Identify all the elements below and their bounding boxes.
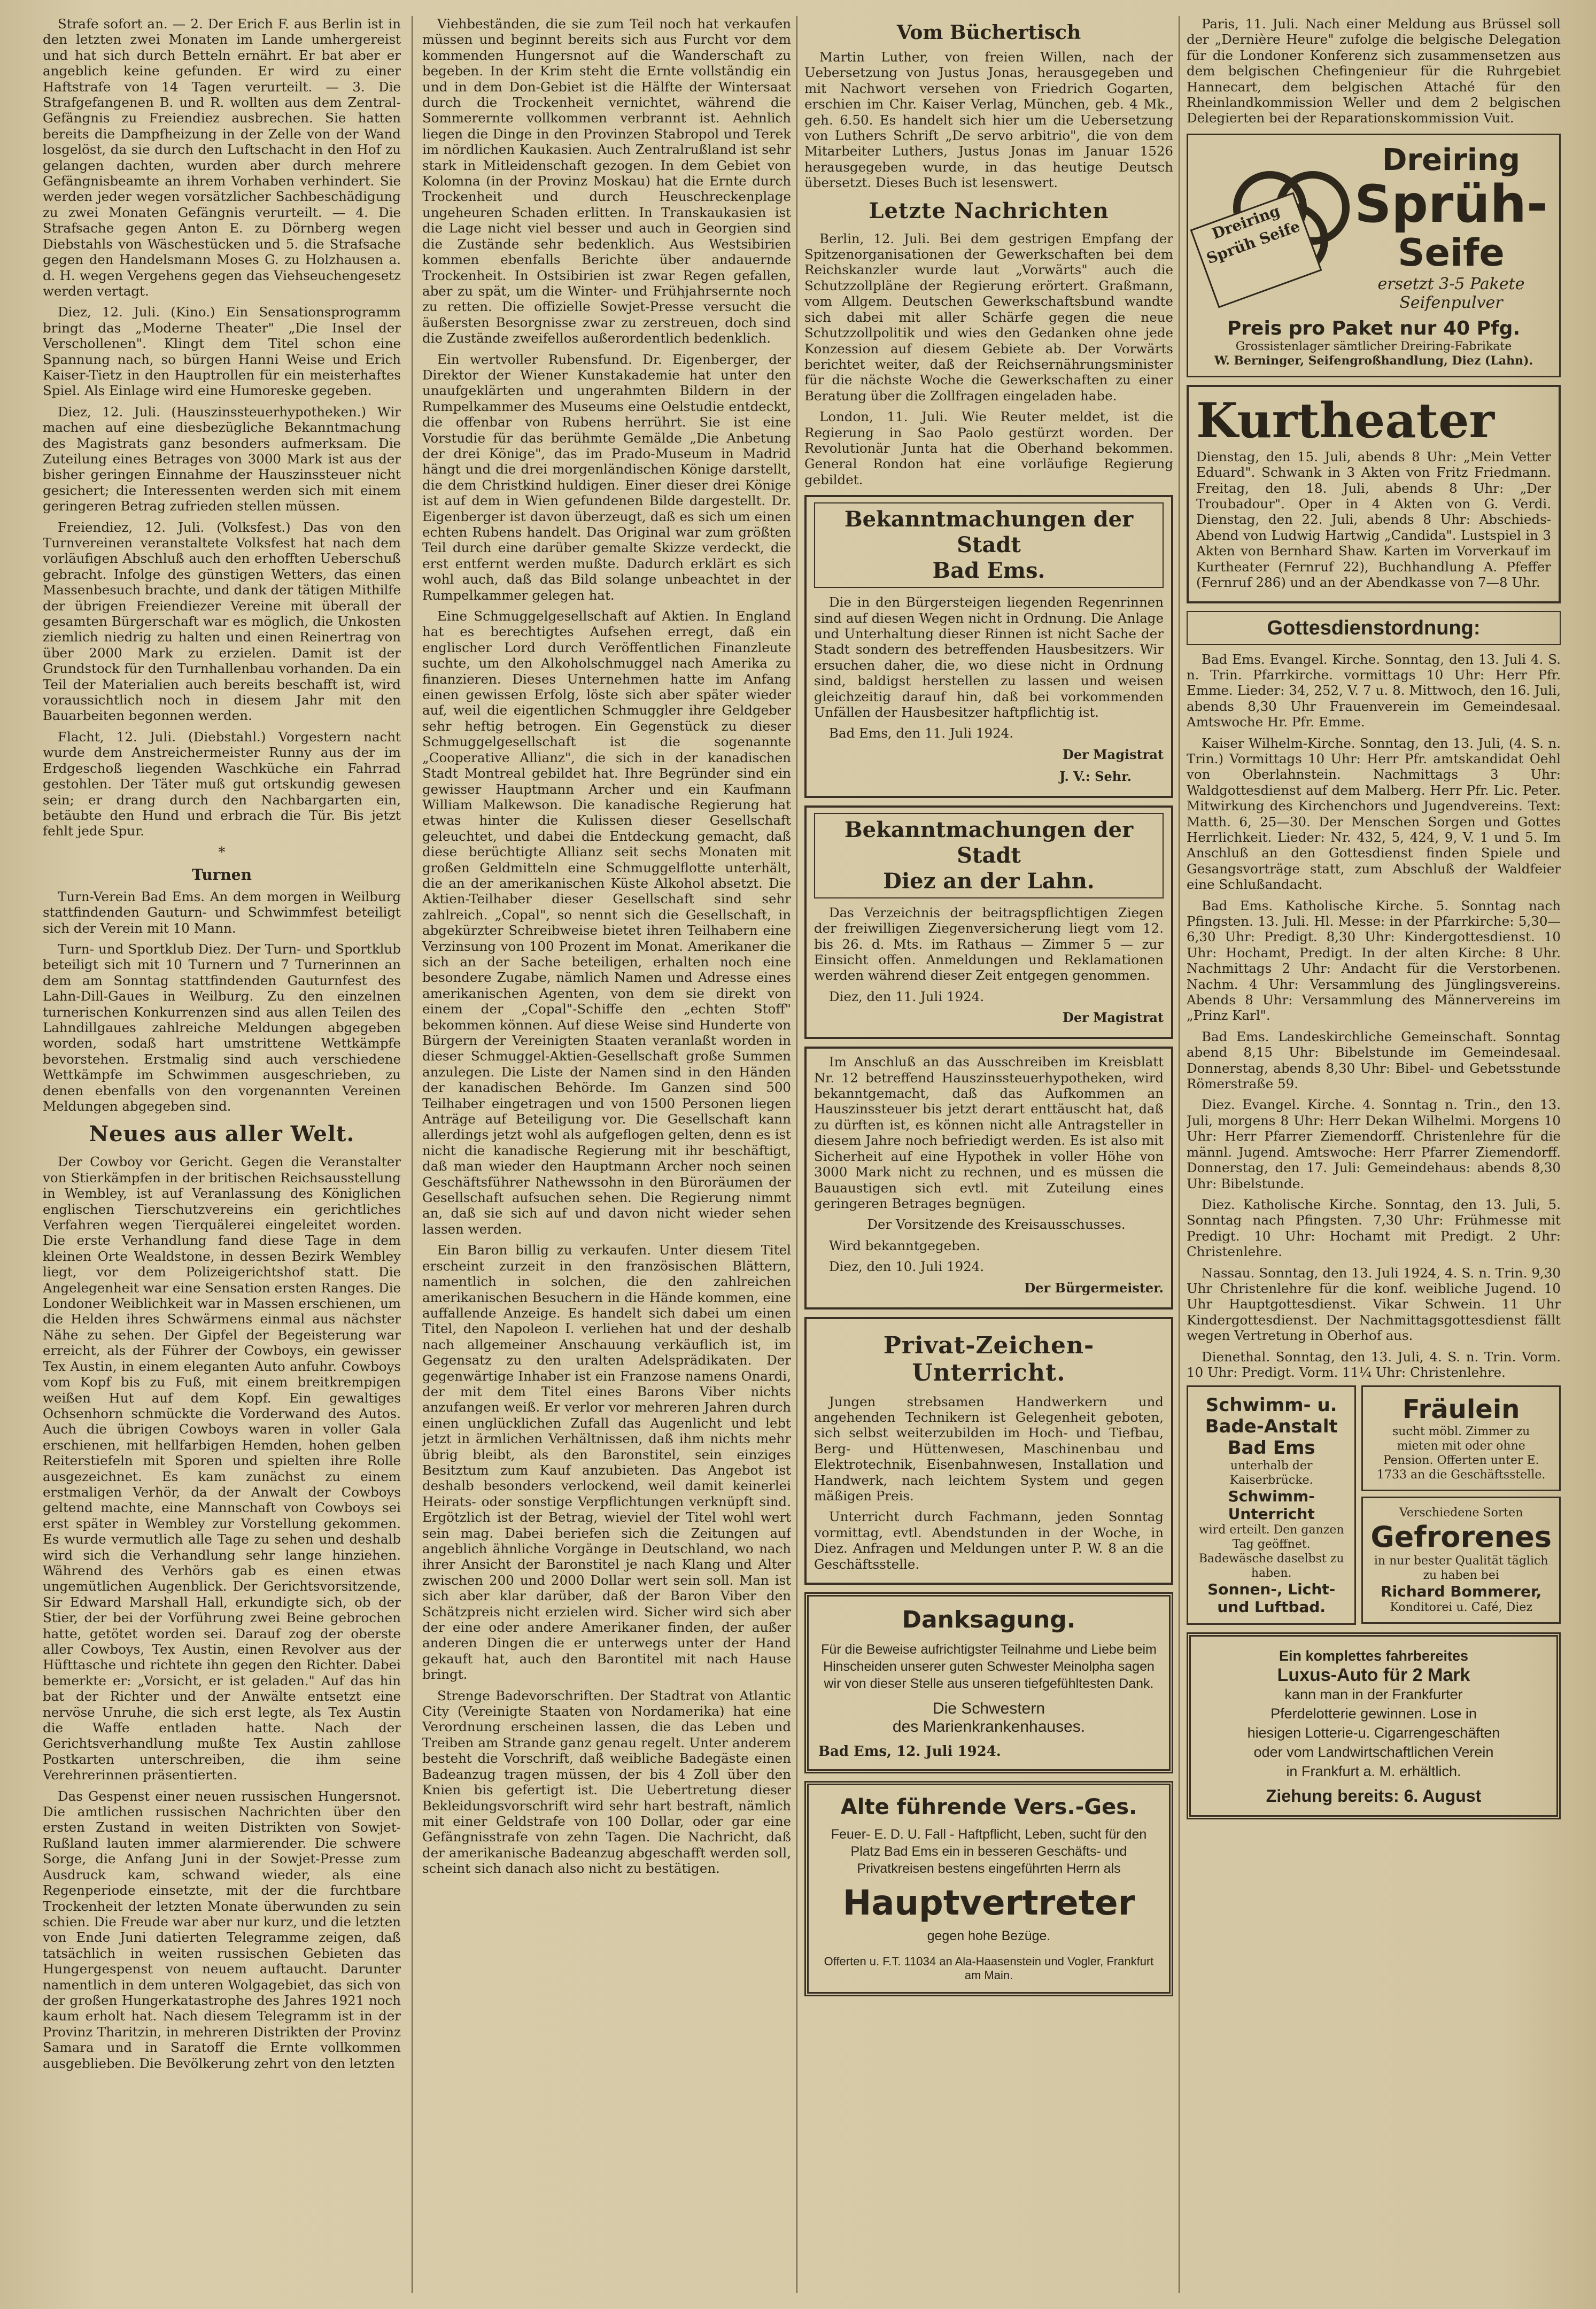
article-cowboy: Der Cowboy vor Gericht. Gegen die Veranstalter von Stierkämpfen in der britischen Reichsausstellung in Wembley, ist auf Veranlassung des Königlichen englischen Tierschutzvereins ein gerichtliches Verfahren wegen Tierquälerei eingeleitet worden. Die erste Verhandlung fand diese Tage in dem kleinen Orte Wealdstone, in dessen Bezirk Wembley liegt, vor dem Polizeigerichtshof statt. Die Angelegenheit war eine Sensation ersten Ranges. Die Londoner Weiblichkeit war in Massen erschienen, um die Helden ihres Schwärmens einmal aus nächster Nähe zu sehen. Der Gipfel der Begeisterung war erreicht, als der Führer der Cowboys, ein gewisser Tex Austin, in einem eleganten Auto anfuhr. Cowboys vom Kopf bis zu Fuß, mit einem breitkrempigen weißen Hut auf dem Kopf. Ein gewaltiges Ochsenhorn schmückte die Vorderwand des Autos. Auch die übrigen Cowboys waren in voller Gala erschienen, mit hellfarbigen Hemden, hohen gelben Reiterstiefeln mit Sporen und spielten ihre Rolle ausgezeichnet. Es kam zunächst zu einem erstmaligen Verhör, da der Anwalt der Cowboys geltend machte, eine Mannschaft von Cowboys sei erst später in Wembley zur Vorstellung gekommen. Es wurde vermutlich alle Tage zu sehen und deshalb wird sich die Verhandlung sehr lange hinziehen. Während des Verhörs gab es einen etwas ungemütlichen Augenblick. Der Gerichtsvorsitzende, Sir Edward Marshall Hall, erkundigte sich, ob der Stier, der bei der Vorführung zwei Beine gebrochen hatte, getötet worden sei. Darauf zog der oberste aller Cowboys, Tex Austin, einen Revolver aus der Hüfttasche und richtete ihn gegen den Richter. Dabei bemerkte er: „Vorsicht, er ist geladen." Auf das hin bat der Richter und der Anwälte entsetzt eine nervöse Unruhe, die sich erst legte, als Tex Austin die Waffe entladen hatte. Nach der Gerichtsverhandlung mußte Tex Austin zahllose Postkarten unterschreiben, die ihm seine Verehrerinnen präsentierten. <box>43 1154 401 1783</box>
notice-diez <box>804 805 1173 1039</box>
ad-zeichen-unterricht <box>804 1317 1173 1585</box>
news-london: London, 11. Juli. Wie Reuter meldet, ist die Regierung in Sao Paolo gestürzt worden. Der Revolutionär Junta hat die Oberhand bekommen. General Rondon hat eine vorläufige Regierung gebildet. <box>804 409 1173 487</box>
article-baron: Ein Baron billig zu verkaufen. Unter diesem Titel erscheint zurzeit in den französischen Blättern, namentlich in solchen, die den zahlreichen amerikanischen Besuchern in die Hände kommen, eine auffallende Anzeige. Es handelt sich dabei um einen Titel, den Napoleon I. verliehen hat und der deshalb nach allgemeiner Anschauung verkäuflich ist, im Gegensatz zu den uralten Adelsprädikaten. Der gegenwärtige Inhaber ist ein Franzose namens Onardi, der mit dem Titel eines Barons Viber nichts anzufangen weiß. Er verlor vor mehreren Jahren durch einen unglücklichen Zufall das Augenlicht und lebt jetzt in ärmlichen Verhältnissen, daß ihm nichts mehr übrig bleibt, als den Baronstitel, sein einziges Besitztum zum Kauf anzubieten. Das Angebot ist deshalb besonders verlockend, weil damit keinerlei Heirats- oder sonstige Verpflichtungen verknüpft sind. Ergötzlich ist der Betrag, wieviel der Titel wohl wert sein mag. Dabei beriefen sich die Zeitungen auf angeblich ähnliche Vorgänge in Deutschland, wo nach ihrer Ansicht der Baronstitel je nach Klang und Alter zwischen 200 und 2000 Dollar wert sein soll. Man ist sich aber klar darüber, daß der Baron Viber den Schätzpreis nicht erzielen wird. Sicher wird sich aber der eine oder andere Amerikaner finden, der außer anderen Dingen die er unterwegs unter der Hand gekauft hat, auch den Barontitel mit nach Hause bringt. <box>422 1242 791 1683</box>
notice-heading <box>814 813 1164 898</box>
ad-heading: Fräulein <box>1402 1394 1520 1425</box>
article-hungersnot: Das Gespenst einer neuen russischen Hungersnot. Die amtlichen russischen Nachrichten über den ersten Zustand in weiten Distrikten von Sowjet-Rußland lauten immer alarmierender. Die schwere Sorge, die Anfang Juni in der Sowjet-Presse zum Ausdruck kam, schwand wieder, als eine Regenperiode einsetzte, mit der die furchtbare Trockenheit der letzten Monate überwunden zu sein schien. Die Freude war aber nur kurz, und die letzten von Ende Juni datierten Telegramme zeigen, daß tatsächlich in weiten russischen Gebieten das Hungergespenst von neuem auftaucht. Darunter namentlich in dem unteren Wolgagebiet, das sich von der großen Hungerkatastrophe des Jahres 1921 noch kaum erholt hat. Nach diesem Telegramm ist in der Provinz Tharitzin, in mehreren Distrikten der Provinz Samara und in Saratoff die Ernte vollkommen ausgeblieben. Die Bevölkerung zehrt von den letzten <box>43 1788 401 2071</box>
notice-date: Diez, den 11. Juli 1924. <box>829 988 985 1004</box>
news-berlin: Berlin, 12. Juli. Bei dem gestrigen Empfang der Spitzenorganisationen der Gewerkschaften bei dem Reichskanzler wurde laut „Vorwärts" auch die Schutzzollpläne der Regierung erörtert. Graßmann, vom Allgem. Deutschen Gewerkschaftsbund wandte sich dabei mit aller Schärfe gegen die neue Schutzzollpolitik und wies den Gedanken ohne jede Konzession auf diesem Gebiete ab. Der Vorwärts berichtet weiter, daß der Reichsernährungsminister für die nächste Woche die Gewerkschaften zu einer Beratung über die Zollfragen eingeladen habe. <box>804 230 1173 404</box>
section-heading-neues: Neues aus aller Welt. <box>89 1121 355 1147</box>
notice-heading <box>814 502 1164 588</box>
service-diez-kath: Diez. Katholische Kirche. Sonntag, den 13. Juli, 5. Sonntag nach Pfingsten. 7,30 Uhr: Frühmesse mit Predigt. 10 Uhr: Hochamt mit Predigt. 2 Uhr: Christenlehre. <box>1187 1196 1561 1260</box>
notice-date: Diez, den 10. Juli 1924. <box>829 1259 985 1275</box>
notice-heading-line2: Bad Ems. <box>932 558 1045 584</box>
ad-signature-2: des Marienkrankenhauses. <box>892 1718 1086 1735</box>
ad-text-7: in Frankfurt a. M. erhältlich. <box>1286 1763 1461 1780</box>
ad-text: Für die Beweise aufrichtigster Teilnahme und Liebe beim Hinscheiden unserer guten Schwester Meinolpha sagen wir von dieser Stelle aus unseren tiefgefühltesten Dank. <box>821 1642 1157 1691</box>
service-kaiser-wilhelm: Kaiser Wilhelm-Kirche. Sonntag, den 13. Juli, (4. S. n. Trin.) Vormittags 10 Uhr: Herr Pfr. amtskandidat Oehl von Oberlahnstein. Nachmittags 3 Uhr: Waldgottesdienst auf dem Malberg. Herr Pfr. Lic. Peter. Mitwirkung des Kirchenchors und Jugendvereins. Text: Matth. 6, 25—30. Der Menschen Sorgen und Gottes Herrlichkeit. Lieder: Nr. 432, 5, 424, 9, V. 1 und 5. Im Anschluß an den Gottesdienst finden Spiele und Gesangsvorträge statt, zum Abschluß der Waldfeier eine Schlußandacht. <box>1187 735 1561 893</box>
news-diebstahl: Flacht, 12. Juli. (Diebstahl.) Vorgestern nacht wurde dem Anstreichermeister Runny aus der im Erdgeschoß liegenden Waschküche ein Fahrrad gestohlen. Der Täter muß gut ortskundig gewesen sein; er drang durch den Nachbargarten ein, betäubte den Hund und erbrach die Tür. Bis jetzt fehlt jede Spur. <box>43 729 401 839</box>
ad-brand-3: Seife <box>1398 230 1505 275</box>
service-diez-evangel: Diez. Evangel. Kirche. 4. Sonntag n. Trin., den 13. Juli, morgens 8 Uhr: Herr Dekan Wilhelmi. Morgens 10 Uhr: Herr Pfarrer Ziemendorff. Christenlehre für die männl. Jugend. Amtswoche: Herr Pfarrer Ziemendorff. Donnerstag, den 17. Juli: Gemeindehaus: abends 8,30 Uhr: Bibelstunde. <box>1187 1097 1561 1191</box>
ad-text: in nur bester Qualität täglich zu haben bei <box>1374 1554 1548 1583</box>
ad-pferdelotterie <box>1187 1632 1561 1819</box>
column-rule <box>796 16 797 2293</box>
notice-text-2: Wird bekanntgegeben. <box>829 1237 980 1253</box>
article-schmuggel: Eine Schmuggelgesellschaft auf Aktien. In England hat es berechtigtes Aufsehen erregt, daß ein englischer Lord durch Veröffentlichen Finanzleute suchte, um den Alkoholschmuggel nach Amerika zu finanzieren. Dieses Unternehmen hatte im Anfang einen gewissen Erfolg, löste sich aber später wieder auf, weil die eigentlichen Schmuggler ihre Geldgeber sehr heftig betrogen. Ein Gegenstück zu dieser Schmuggelgesellschaft ist die sogenannte „Cooperative Allianz", die sich in der kanadischen Stadt Montreal gebildet hat. Ihre Begründer sind ein gewisser Hauptmann Archer und ein Kaufmann William Malkewson. Die kanadische Regierung hat etwas hinter die Kulissen dieser Gesellschaft geleuchtet, und dabei die Entdeckung gemacht, daß diese berüchtigte Allianz seit sechs Monaten mit großen Geldmitteln eine Schmuggelflotte unterhält, die an der amerikanischen Küste Alkohol absetzt. Die Aktien-Teilhaber dieser Gesellschaft sind sehr zahlreich. „Copal", so nennt sich die Gesellschaft, in abgekürzter Schreibweise bietet ihren Teilhabern eine Verzinsung von 100 Prozent im Monat. Amerikaner die sich an der Sache beteiligen, erhalten noch eine besondere Zugabe, nämlich Namen und Adresse eines amerikanischen Agenten, von dem sie direkt von einem der „Copal"-Schiffe den „echten Stoff" bekommen können. Auf diese Weise sind Hunderte von Bürgern der Vereinigten Staaten veranlaßt worden in dieser Schmuggel-Aktien-Gesellschaft große Summen anzulegen. Die Liste der Namen sind in den Händen der kanadischen Behörde. Im Ganzen sind 500 Teilhaber eingetragen und von 1500 Personen liegen Anträge auf Beteiligung vor. Die Gesellschaft kann allerdings jetzt wohl als aufgeflogen gelten, denn es ist nicht die kanadische Regierung mit ihr beschäftigt, daß man wieder den Hauptmann Archer noch seinen Geschäftsführer Nathewssohn in den Büroräumen der Gesellschaft aufsuchen sehen. Die Regierung nimmt an, daß sie sich auf und davon nicht wieder sehen lassen werden. <box>422 608 791 1237</box>
ad-name: Richard Bommerer, <box>1381 1583 1542 1601</box>
ad-date: Bad Ems, 12. Juli 1924. <box>818 1744 1001 1760</box>
column-1 <box>43 16 401 2298</box>
article-badevorschriften: Strenge Badevorschriften. Der Stadtrat von Atlantic City (Vereinigte Staaten von Nordamerika) hat eine Verordnung erscheinen lassen, die das Leben und Treiben am Strande ganz genau regelt. Unter anderem besteht die Vorschrift, daß weibliche Badegäste einen Badeanzug tragen müssen, der bis 4 Zoll über den Knien bis gefertigt ist. Die Uebertretung dieser Bekleidungsvorschrift wird sehr hart bestraft, nämlich mit einer Geldstrafe von 100 Dollar, oder gar eine Gefängnisstrafe von zehn Tagen. Die Nachricht, daß der amerikanische Badeanzug abgeschafft werden soll, scheint sich danach also nicht zu bestätigen. <box>422 1687 791 1877</box>
book-review: Martin Luther, von freien Willen, nach der Uebersetzung von Justus Jonas, herausgegeben und mit Nachwort versehen von Friedrich Gogarten, erschien im Chr. Kaiser Verlag, München, geb. 4 Mk., geh. 6.50. Es handelt sich hier um die Uebersetzung von Luthers Schrift „De servo arbitrio", die von dem Mitarbeiter Luthers, Justus Jonas im Januar 1526 herausgegeben wurde, in das heutige Deutsch übersetzt. Dieses Buch ist lesenswert. <box>804 49 1173 191</box>
soap-package-image: Dreiring Sprüh Seife <box>1190 192 1322 308</box>
ad-text-6: oder vom Landwirtschaftlichen Verein <box>1253 1744 1494 1761</box>
news-kino: Diez, 12. Juli. (Kino.) Ein Sensationsprogramm bringt das „Moderne Theater" „Die Insel der Verschollenen". Klingt dem Titel schon eine Spannung nach, so bürgen Hanni Weise und Erich Kaiser-Tietz in den Hauptrollen für ein meisterhaftes Spiel. Als Einlage wird eine Humoreske gegeben. <box>43 304 401 399</box>
ad-text-5: hiesigen Lotterie-u. Cigarrengeschäften <box>1247 1725 1500 1741</box>
ad-text-2: Unterricht durch Fachmann, jeden Sonntag vormittag, evtl. Abendstunden in der Woche, in Diez. Anfragen und Meldungen unter P. W. 8 an die Geschäftsstelle. <box>814 1509 1164 1572</box>
ad-danksagung <box>804 1592 1173 1773</box>
ad-subtext-2: Konditorei u. Café, Diez <box>1390 1601 1532 1615</box>
service-ems-evangel: Bad Ems. Evangel. Kirche. Sonntag, den 13. Juli 4. S. n. Trin. Pfarrkirche. vormittags 10 Uhr: Herr Pfr. Emme. Lieder: 34, 252, V. 7 u. 8. Mittwoch, den 16. Juli, abends 8,30 Uhr Frauenverein im Gemeindesaal. Amtswoche Hr. Pfr. Emme. <box>1187 651 1561 730</box>
ad-text: Dienstag, den 15. Juli, abends 8 Uhr: „Mein Vetter Eduard". Schwank in 3 Akten von Fritz Friedmann. Freitag, den 18. Juli, abends 8 Uhr: „Der Troubadour". Oper in 4 Akten von G. Verdi. Dienstag, den 22. Juli, abends 8 Uhr: Abschieds-Abend von Ludwig Hartwig „Candida". Lustspiel in 3 Akten von Bernhard Shaw. Karten im Vorverkauf im Kurtheater (Fernruf 22), Buchhandlung A. Pfeffer (Fernruf 286) und an der Abendkasse von 7—8 Uhr. <box>1196 448 1551 591</box>
ad-subtext: gegen hohe Bezüge. <box>927 1928 1051 1943</box>
ad-kurtheater <box>1187 385 1561 603</box>
ad-text: Feuer- E. D. U. Fall - Haftpflicht, Leben, sucht für den Platz Bad Ems ein in besseren Geschäfts- und Privatkreisen bestens eingeführten Herrn als <box>831 1827 1147 1876</box>
section-heading-gottesdienst: Gottesdienstordnung: <box>1187 611 1561 645</box>
ad-dreiring-seife <box>1187 134 1561 377</box>
ad-gefrorenes <box>1361 1497 1561 1624</box>
ad-text: sucht möbl. Zimmer zu mieten mit oder ohne Pension. Offerten unter E. 1733 an die Geschäftsstelle. <box>1376 1425 1546 1482</box>
article-hungersnot-cont: Viehbeständen, die sie zum Teil noch hat verkaufen müssen und beginnt bereits sich aus Furcht vor dem kommenden Hungersnot auf die Wanderschaft zu begeben. In der Krim steht die Ernte vollständig ein und in dem Don-Gebiet ist die Hälfte der Wintersaat durch die Trockenheit vernichtet, während die Sommerernte vollkommen verbrannt ist. Aehnlich liegen die Dinge in den Provinzen Stabropol und Terek im nördlichen Kaukasien. Auch Zentralrußland ist sehr stark in Mitleidenschaft gezogen. In dem Gebiet von Kolomna (in der Provinz Moskau) hat die Ernte durch Trockenheit und durch Heuschreckenplage ungeheuren Schaden erlitten. In Transkaukasien ist die Lage nicht viel besser und auch in Georgien sind die Zustände sehr bedenklich. Aus Westsibirien kommen ebenfalls Berichte über andauernde Trockenheit. In Ostsibirien ist zwar Regen gefallen, aber zu spät, um die Winter- und Frühjahrsernte noch zu retten. Die offizielle Sowjet-Presse versucht die äußersten Besorgnisse zwar zu zerstreuen, doch sind die Zustände zweifellos außerordentlich bedenklich. <box>422 16 791 346</box>
ad-text-4: Pferdelotterie gewinnen. Lose in <box>1270 1706 1477 1722</box>
ad-heading: Privat-Zeichen-Unterricht. <box>883 1331 1095 1386</box>
ad-price: Preis pro Paket nur 40 Pfg. <box>1227 317 1521 339</box>
ad-text-2: Luxus-Auto für 2 Mark <box>1277 1665 1470 1686</box>
notice-text: Die in den Bürgersteigen liegenden Regenrinnen sind auf diesen Wegen nicht in Ordnung. Die Anlage und Unterhaltung dieser Rinnen ist nicht Sache der Stadt sondern des betreffenden Hausbesitzers. Wir ersuchen daher, die, wo diese nicht in Ordnung sind, baldigst herstellen zu lassen und weisen gleichzeitig darauf hin, daß bei vorkommenden Unfällen der Hausbesitzer haftpflichtig ist. <box>814 594 1164 720</box>
ad-heading: Alte führende Vers.-Ges. <box>840 1795 1137 1819</box>
ad-text: Jungen strebsamen Handwerkern und angehenden Technikern ist Gelegenheit geboten, sich selbst weiterzubilden im Hoch- und Tiefbau, Berg- und Hüttenwesen, Maschinenbau und Elektrotechnik, Eisenbahnwesen, Installation und Handwerk, nach leichtem System und gegen mäßigen Preis. <box>814 1393 1164 1504</box>
notice-date: Bad Ems, den 11. Juli 1924. <box>829 725 1014 741</box>
ad-offer: Offerten u. F.T. 11034 an Ala-Haasenstein und Vogler, Frankfurt am Main. <box>824 1955 1154 1982</box>
small-ads-row <box>1187 1385 1561 1625</box>
column-rule <box>412 16 413 2293</box>
article-rubensfund: Ein wertvoller Rubensfund. Dr. Eigenberger, der Direktor der Wiener Kunstakademie hat unter den unaufgeklärten und ungerahmten Bildern in der Rumpelkammer des Museums eine Oelstudie entdeckt, die offenbar von Rubens herrührt. Sie ist eine Vorstudie für das berühmte Gemälde „Die Anbetung der drei Könige", das im Prado-Museum in Madrid hängt und die drei morgenländischen Könige darstellt, die dem Christkind huldigen. Einer dieser drei Könige ist auf dem in Wien gefundenen Bilde dargestellt. Dr. Eigenberger ist davon überzeugt, daß es sich um einen echten Rubens handelt. Das Original war zum größten Teil durch eine darüber gemalte Skizze verdeckt, die erst entfernt werden mußte. Dadurch erklärt es sich wohl auch, daß das Bild solange unbeachtet in der Rumpelkammer gelegen hat. <box>422 351 791 603</box>
column-4 <box>1187 16 1561 2298</box>
notice-heading-line2: Diez an der Lahn. <box>883 868 1095 894</box>
ad-text: Ein komplettes fahrbereites <box>1279 1648 1469 1664</box>
column-3 <box>804 16 1173 2298</box>
ad-subtext: ersetzt 3-5 Pakete <box>1377 274 1525 293</box>
news-volksfest: Freiendiez, 12. Juli. (Volksfest.) Das von den Turnvereinen veranstaltete Volksfest hat nach dem vorläufigen Abschluß auch den erhofften Ueberschuß gebracht. Infolge des günstigen Wetters, das einen Massenbesuch brachte, und dank der tätigen Mithilfe der übrigen Freiendiezer Vereine mit überall der gesamten Bürgerschaft war es möglich, die Unkosten ziemlich niedrig zu halten und einen Reinertrag von über 2000 Mark zu erzielen. Damit ist der Grundstock für den Turnhallenbau vorhanden. Da ein Teil der Materialien auch bereits beschafft ist, wird voraussichtlich noch in diesem Jahr mit den Bauarbeiten begonnen werden. <box>43 519 401 724</box>
notice-signature-2: J. V.: Sehr. <box>1059 768 1132 784</box>
ad-text-3: kann man in der Frankfurter <box>1284 1686 1463 1703</box>
ads-right-stack <box>1361 1385 1561 1625</box>
news-turnverein: Turn-Verein Bad Ems. An dem morgen in Weilburg stattfindenden Gauturn- und Schwimmfest beteiligt sich der Verein mit 10 Mann. <box>43 888 401 936</box>
news-paris: Paris, 11. Juli. Nach einer Meldung aus Brüssel soll der „Dernière Heure" zufolge die belgische Delegation für die Londoner Konferenz sich zusammensetzen aus dem belgischen Chefingenieur für die Ruhrgebiet Hannecart, dem belgischen Attaché für den Rheinlandkommission Weller und dem 2 belgischen Delegierten bei der Reparationskommission Vuit. <box>1187 16 1561 126</box>
ad-subtext-2: Seifenpulver <box>1399 293 1503 312</box>
notice-signature-2: Der Bürgermeister. <box>1024 1280 1164 1296</box>
ad-subtext: unterhalb der Kaiserbrücke. <box>1229 1459 1313 1487</box>
column-rule <box>1179 16 1180 2293</box>
service-ems-kath: Bad Ems. Katholische Kirche. 5. Sonntag nach Pfingsten. 13. Juli. Hl. Messe: in der Pfarrkirche: 5,30—6,30 Uhr: Predigt. 8,30 Uhr: Kindergottesdienst. 10 Uhr: Hochamt, Predigt. In der alten Kirche: 8 Uhr. Nachmittags 2 Uhr: Andacht für die Verstorbenen. Nachm. 4 Uhr: Versammlung des Jünglingsvereins. Abends 8 Uhr: Versammlung des Männervereins im „Prinz Karl". <box>1187 897 1561 1024</box>
section-heading-buechertisch: Vom Büchertisch <box>896 21 1081 44</box>
news-sportklub: Turn- und Sportklub Diez. Der Turn- und Sportklub beteiligt sich mit 10 Turnern und 7 Turnerinnen an dem am Sonntag stattfindenden Gauturnfest des Lahn-Dill-Gaues in Weilburg. Zu den einzelnen turnerischen Konkurrenzen sind aus allen Teilen des Lahndillgaues zahlreiche Meldungen abgegeben worden, sodaß hart umstrittene Wettkämpfe bevorstehen. Erstmalig sind auch verschiedene Wettkämpfe im Schwimmen ausgeschrieben, zu denen ebenfalls von den vorgenannten Vereinen Meldungen abgegeben sind. <box>43 941 401 1114</box>
ad-heading: Danksagung. <box>902 1606 1076 1633</box>
ad-heading: Kurtheater <box>1196 392 1494 449</box>
separator-star: * <box>218 844 226 861</box>
ad-subtext: Verschiedene Sorten <box>1399 1506 1523 1520</box>
notice-signature: Der Magistrat <box>1063 1010 1164 1026</box>
notice-kreis <box>804 1047 1173 1309</box>
ad-distributor: Grossistenlager sämtlicher Dreiring-Fabrikate <box>1235 339 1512 353</box>
ad-heading: Schwimm- u. Bade-Anstalt Bad Ems <box>1205 1394 1338 1459</box>
ad-draw-date: Ziehung bereits: 6. August <box>1266 1786 1482 1806</box>
ad-text-2: Sonnen-, Licht- und Luftbad. <box>1207 1580 1336 1616</box>
ad-text: wird erteilt. Den ganzen Tag geöffnet. Badewäsche daselbst zu haben. <box>1198 1523 1344 1580</box>
ad-big-heading: Hauptvertreter <box>842 1884 1135 1923</box>
ad-fraeulein <box>1361 1385 1561 1491</box>
notice-heading-line1: Bekanntmachungen der Stadt <box>844 817 1134 868</box>
ad-brand: Dreiring <box>1382 142 1521 177</box>
service-ems-landeskirchl: Bad Ems. Landeskirchliche Gemeinschaft. Sonntag abend 8,15 Uhr: Bibelstunde im Gemeindesaal. Donnerstag, abends 8,30 Uhr: Bibel- und Gebetsstunde Römerstraße 59. <box>1187 1028 1561 1092</box>
notice-signature: Der Vorsitzende des Kreisausschusses. <box>867 1217 1126 1233</box>
news-hauszins: Diez, 12. Juli. (Hauszinssteuerhypotheken.) Wir machen auf eine diesbezügliche Bekanntmachung des Magistrats ganz besonders aufmerksam. Die Zuteilung eines Betrages von 3000 Mark ist aus der bisher geringen Einnahme der Hauszinssteuer nicht gesichert; die Interessenten werden sich mit einem geringeren Betrag zufrieden stellen müssen. <box>43 404 401 514</box>
dreiring-logo <box>1196 171 1345 283</box>
ad-brand-2: Sprüh- <box>1354 174 1548 234</box>
section-heading-letzte: Letzte Nachrichten <box>869 198 1109 223</box>
service-nassau: Nassau. Sonntag, den 13. Juli 1924, 4. S. n. Trin. 9,30 Uhr Christenlehre für die konf. weibliche Jugend. 10 Uhr Hauptgottesdienst. Vikar Schwein. 11 Uhr Kindergottesdienst. Der Nachmittagsgottesdienst fällt wegen Vertretung in Oberhof aus. <box>1187 1265 1561 1344</box>
service-dienethal: Dienethal. Sonntag, den 13. Juli, 4. S. n. Trin. Vorm. 10 Uhr: Predigt. Vorm. 11¼ Uhr: Christenlehre. <box>1187 1349 1561 1380</box>
court-report: Strafe sofort an. — 2. Der Erich F. aus Berlin ist in den letzten zwei Monaten im Lande umhergereist und hat sich durch Betteln ernährt. Er bat aber er angeblich keine gefunden. Er wird zu einer Haftstrafe von 14 Tagen verurteilt. — 3. Die Strafgefangenen B. und R. wollten aus dem Zentral-Gefängnis zu Freiendiez ausbrechen. Sie hatten bereits die Dampfheizung in der Zelle von der Wand losgelöst, da sie durch den Luftschacht in den Hof zu gelangen dachten, wurden aber durch mehrere Gefängnisbeamte an ihrem Vorhaben verhindert. Sie werden jeder wegen vorsätzlicher Sachbeschädigung zu zwei Monaten Gefängnis verurteilt. — 4. Die Strafsache gegen Anton E. zu Dörnberg wegen Diebstahls von Wäschestücken und 5. die Strafsache gegen den Handelsmann Moses G. zu Holzhausen a. d. H. wegen Vergehens gegen das Viehseuchengesetz werden vertagt. <box>43 16 401 299</box>
ad-title: Schwimm-Unterricht <box>1228 1487 1315 1523</box>
ad-distributor-2: W. Berninger, Seifengroßhandlung, Diez (Lahn). <box>1214 353 1533 368</box>
notice-text: Das Verzeichnis der beitragspflichtigen Ziegen der freiwilligen Ziegenversicherung liegt vom 12. bis 26. d. Mts. im Rathaus — Zimmer 5 — zur Einsicht offen. Anmeldungen und Reklamationen werden während dieser Zeit entgegen genommen. <box>814 904 1164 983</box>
notice-bad-ems <box>804 495 1173 798</box>
notice-text: Im Anschluß an das Ausschreiben im Kreisblatt Nr. 12 betreffend Hauszinssteuerhypotheken, wird bekanntgemacht, daß das Aufkommen an Hauszinssteuer bis jetzt derart enttäuscht hat, daß zu dürften ist, es können nicht alle Antragsteller in diesem Jahre noch befriedigt werden. Es ist also mit Sicherheit auf eine Hypothek in voller Höhe von 3000 Mark nicht zu rechnen, und es müssen die Bauaustigen sich evtl. mit Zuteilung eines geringeren Betrages begnügen. <box>814 1054 1164 1211</box>
section-heading-turnen: Turnen <box>192 865 252 884</box>
ad-schwimmbad <box>1187 1385 1356 1625</box>
notice-heading-line1: Bekanntmachungen der Stadt <box>844 507 1134 558</box>
ad-versicherung <box>804 1781 1173 1996</box>
ad-signature: Die Schwestern <box>932 1700 1045 1717</box>
column-2 <box>422 16 791 2298</box>
ad-heading: Gefrorenes <box>1370 1520 1552 1554</box>
notice-signature: Der Magistrat <box>1063 746 1164 762</box>
